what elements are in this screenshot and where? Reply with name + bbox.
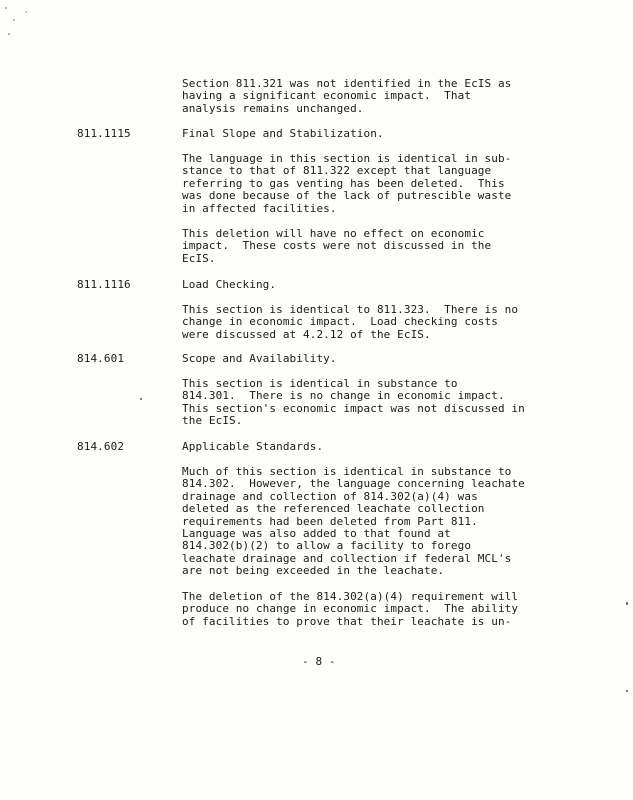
paragraph-line: of facilities to prove that their leachate is un- bbox=[182, 614, 512, 628]
paragraph-line: This section is identical in substance to bbox=[182, 377, 458, 390]
page-number: - 8 - bbox=[302, 655, 336, 668]
paragraph-line: impact. These costs were not discussed in the bbox=[182, 239, 492, 253]
scan-noise bbox=[0, 0, 40, 48]
paragraph-line: the EcIS. bbox=[182, 414, 243, 428]
paragraph-line: change in economic impact. Load checking costs bbox=[182, 315, 498, 329]
paragraph-line: This section is identical to 811.323. There is no bbox=[182, 303, 519, 316]
paragraph-line: The language in this section is identical in sub- bbox=[182, 152, 512, 165]
section-heading: Scope and Availability. bbox=[182, 352, 337, 365]
paragraph-line: drainage and collection of 814.302(a)(4) was bbox=[182, 489, 478, 503]
paragraph-line: in affected facilities. bbox=[182, 201, 337, 215]
paragraph-line: analysis remains unchanged. bbox=[182, 101, 364, 115]
section-heading: Final Slope and Stabilization. bbox=[182, 127, 384, 140]
section-heading: Load Checking. bbox=[182, 278, 277, 291]
paragraph-line: This deletion will have no effect on economic bbox=[182, 227, 485, 240]
paragraph-line: 814.302. However, the language concerning leachate bbox=[182, 477, 525, 491]
paragraph-line: 814.302(b)(2) to allow a facility to forego bbox=[182, 539, 472, 553]
scan-speck bbox=[626, 690, 628, 692]
paragraph-line: having a significant economic impact. That bbox=[182, 89, 472, 103]
paragraph-line: requirements had been deleted from Part 811. bbox=[182, 514, 478, 528]
paragraph-line: EcIS. bbox=[182, 251, 216, 265]
paragraph-line: Much of this section is identical in substance to bbox=[182, 465, 512, 478]
paragraph-line: The deletion of the 814.302(a)(4) requirement will bbox=[182, 590, 519, 603]
section-number: 811.1116 bbox=[77, 278, 131, 291]
paragraph-line: was done because of the lack of putrescible waste bbox=[182, 189, 512, 203]
section-heading: Applicable Standards. bbox=[182, 440, 324, 453]
paragraph-line: leachate drainage and collection if federal MCL's bbox=[182, 551, 512, 565]
paragraph-line: Section 811.321 was not identified in the EcIS as bbox=[182, 77, 512, 90]
section-number: 814.602 bbox=[77, 440, 125, 453]
scan-speck bbox=[140, 398, 142, 400]
paragraph-line: 814.301. There is no change in economic impact. bbox=[182, 389, 505, 403]
paragraph-line: were discussed at 4.2.12 of the EcIS. bbox=[182, 327, 431, 341]
paragraph-line: referring to gas venting has been deleted. This bbox=[182, 176, 505, 190]
section-number: 814.601 bbox=[77, 352, 125, 365]
paragraph-line: Language was also added to that found at bbox=[182, 527, 451, 540]
paragraph-line: deleted as the referenced leachate collection bbox=[182, 502, 485, 516]
paragraph-line: stance to that of 811.322 except that language bbox=[182, 164, 492, 178]
scan-speck bbox=[626, 602, 628, 605]
paragraph-line: This section's economic impact was not discussed in bbox=[182, 401, 525, 415]
section-number: 811.1115 bbox=[77, 127, 131, 140]
paragraph-line: produce no change in economic impact. The ability bbox=[182, 602, 519, 616]
paragraph-line: are not being exceeded in the leachate. bbox=[182, 564, 445, 578]
